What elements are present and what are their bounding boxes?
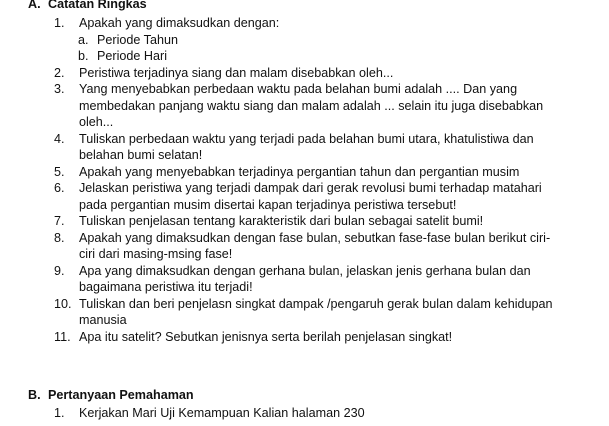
list-item [0, 180, 609, 213]
item-text: Yang menyebabkan perbedaan waktu pada belahan bumi adalah .... Dan yang membedakan panjang waktu siang dan malam adalah ... selain itu juga disebabkan oleh... [79, 82, 544, 129]
list-item [0, 329, 609, 346]
item-number: 8. [54, 230, 65, 245]
item-text: Apakah yang dimaksudkan dengan: [79, 16, 280, 30]
list-item [0, 263, 609, 296]
item-number: 3. [54, 82, 65, 96]
item-text: Tuliskan perbedaan waktu yang terjadi pada belahan bumi utara, khatulistiwa dan belahan bumi selatan! [79, 131, 534, 162]
section-b-title: Pertanyaan Pemahaman [48, 388, 194, 402]
item-number: 11. [54, 329, 71, 344]
sub-item-letter: b. [78, 49, 89, 63]
list-item [0, 131, 609, 164]
item-text: Apa yang dimaksudkan dengan gerhana bulan, jelaskan jenis gerhana bulan dan bagaimana peristiwa itu terjadi! [79, 263, 531, 294]
item-number: 1. [54, 16, 65, 30]
item-number: 2. [54, 65, 65, 80]
list-item [0, 81, 609, 131]
item-text: Tuliskan penjelasan tentang karakteristik dari bulan sebagai satelit bumi! [79, 214, 484, 228]
item-number: 4. [54, 131, 65, 146]
section-b-list [0, 405, 609, 422]
item-number: 5. [54, 164, 65, 179]
list-item [0, 213, 609, 230]
sub-item-text: Periode Hari [97, 49, 167, 63]
item-text: Kerjakan Mari Uji Kemampuan Kalian halaman 230 [79, 406, 365, 420]
item-number: 7. [54, 214, 65, 228]
item-text: Jelaskan peristiwa yang terjadi dampak dari gerak revolusi bumi terhadap matahari pada pergantian musim disertai kapan terjadinya peristiwa tersebut! [79, 181, 542, 212]
list-item [0, 405, 609, 422]
list-item [0, 65, 609, 82]
item-text: Apakah yang dimaksudkan dengan fase bulan, sebutkan fase-fase bulan berikut ciri-ciri dari masing-msing fase! [79, 230, 551, 261]
list-item [0, 296, 609, 329]
sub-list-item [0, 32, 609, 49]
item-number: 10. [54, 296, 72, 311]
section-b-letter: B. [28, 388, 41, 402]
item-text: Apakah yang menyebabkan terjadinya pergantian tahun dan pergantian musim [79, 164, 520, 179]
list-item [0, 230, 609, 263]
section-a-letter: A. [28, 0, 41, 11]
item-text: Tuliskan dan beri penjelasn singkat dampak /pengaruh gerak bulan dalam kehidupan manusia [79, 296, 553, 327]
section-a-title: Catatan Ringkas [48, 0, 147, 11]
sub-list-item [0, 48, 609, 65]
sub-item-letter: a. [78, 32, 89, 47]
item-number: 6. [54, 181, 65, 195]
section-a-list [0, 15, 609, 345]
item-text: Peristiwa terjadinya siang dan malam disebabkan oleh... [79, 65, 394, 80]
sub-item-text: Periode Tahun [97, 32, 178, 47]
item-number: 1. [54, 406, 65, 420]
list-item [0, 15, 609, 32]
item-text: Apa itu satelit? Sebutkan jenisnya serta berilah penjelasan singkat! [79, 329, 453, 344]
item-number: 9. [54, 263, 65, 278]
list-item [0, 164, 609, 181]
